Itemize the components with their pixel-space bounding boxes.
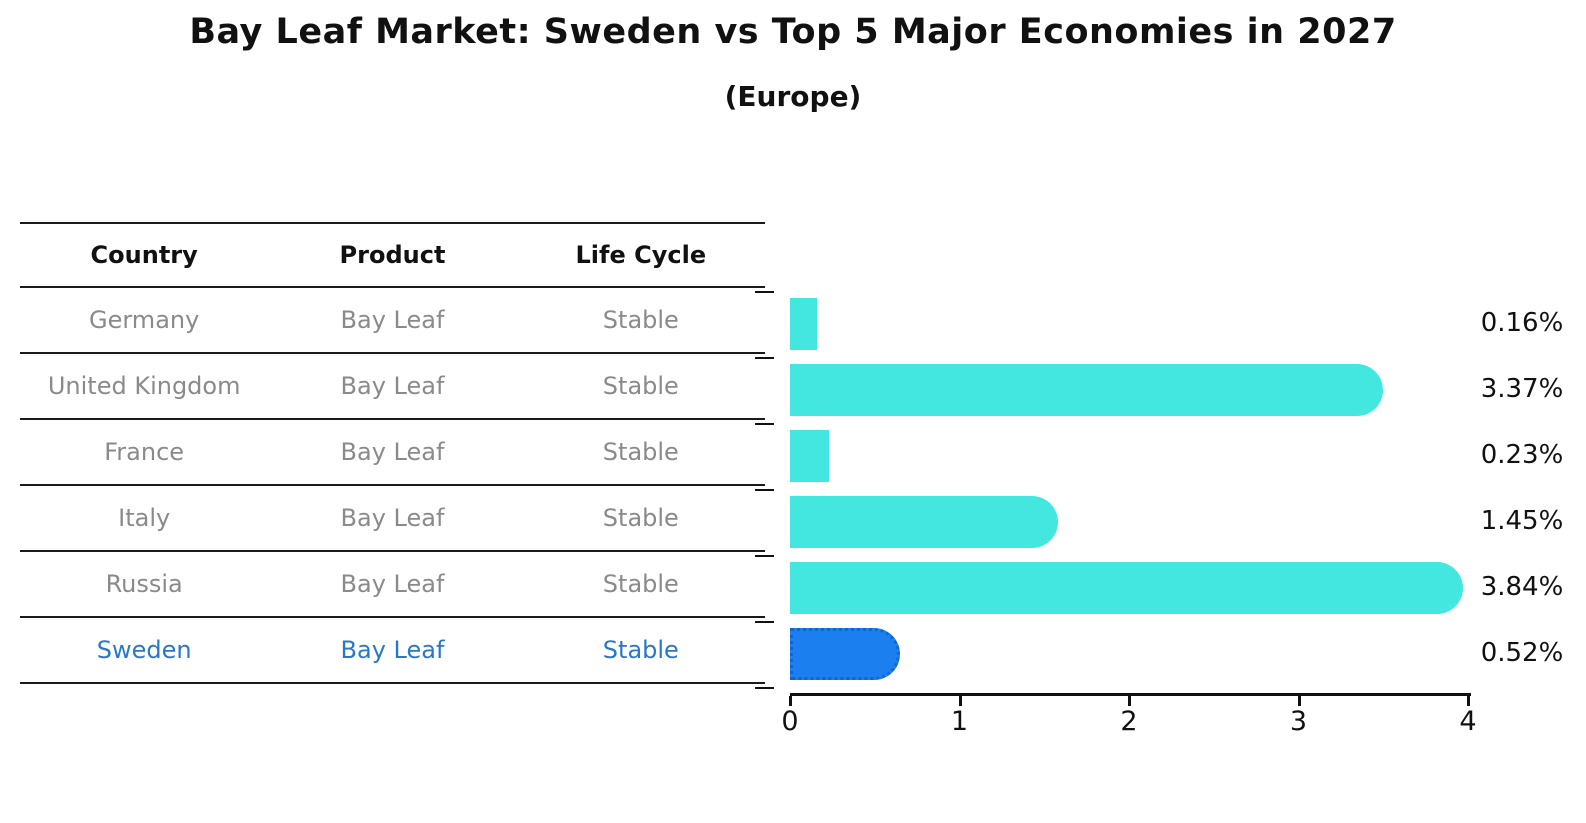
chart-title: Bay Leaf Market: Sweden vs Top 5 Major Economies in 2027 — [189, 12, 1397, 52]
y-axis-tick — [755, 687, 774, 689]
cell-lifecycle: Stable — [602, 570, 679, 598]
cell-product: Bay Leaf — [340, 372, 445, 400]
x-axis-tick-label: 2 — [1120, 706, 1138, 737]
table-row-united-kingdom — [20, 354, 765, 420]
x-axis-tick — [1298, 696, 1301, 706]
bar-sweden — [790, 628, 900, 680]
y-axis-tick — [755, 621, 774, 623]
cell-lifecycle: Stable — [602, 438, 679, 466]
x-axis-tick-label: 0 — [781, 706, 799, 737]
bar-value-italy: 1.45% — [1480, 506, 1564, 536]
cell-lifecycle: Stable — [602, 504, 679, 532]
cell-product: Bay Leaf — [340, 504, 445, 532]
x-axis-tick — [959, 696, 962, 706]
bar-value-germany: 0.16% — [1480, 308, 1564, 338]
x-axis-tick-label: 3 — [1289, 706, 1308, 737]
cell-product: Bay Leaf — [340, 306, 445, 334]
y-axis-tick — [755, 423, 774, 425]
cell-product: Bay Leaf — [340, 570, 445, 598]
cell-country: Germany — [89, 306, 200, 334]
cell-country: France — [104, 438, 185, 466]
table-row-russia — [20, 552, 765, 618]
bar-france — [790, 430, 829, 482]
bar-germany — [790, 298, 817, 350]
cell-product: Bay Leaf — [340, 438, 445, 466]
cell-country: Russia — [105, 570, 183, 598]
x-axis-tick — [1467, 696, 1470, 706]
header-lifecycle: Life Cycle — [575, 241, 707, 269]
table-body — [20, 288, 765, 684]
y-axis-tick — [755, 357, 774, 359]
cell-country: United Kingdom — [47, 372, 241, 400]
y-axis-tick — [755, 291, 774, 293]
header-country: Country — [90, 241, 198, 269]
cell-lifecycle: Stable — [602, 372, 679, 400]
x-axis-tick-label: 1 — [950, 706, 969, 737]
y-axis-tick — [755, 489, 774, 491]
x-axis-tick — [1128, 696, 1131, 706]
table-row-italy — [20, 486, 765, 552]
bar-italy — [790, 496, 1058, 548]
bar-russia — [790, 562, 1463, 614]
bar-value-united-kingdom: 3.37% — [1480, 374, 1564, 404]
country-table — [20, 222, 765, 684]
table-header-row — [20, 224, 765, 288]
chart-subtitle: (Europe) — [724, 80, 862, 113]
bar-value-france: 0.23% — [1480, 440, 1564, 470]
cell-product: Bay Leaf — [340, 636, 445, 664]
cell-country: Sweden — [96, 636, 192, 664]
bar-value-sweden: 0.52% — [1480, 638, 1564, 668]
table-row-france — [20, 420, 765, 486]
cell-lifecycle: Stable — [602, 636, 679, 664]
x-axis-tick — [789, 696, 792, 706]
table-row-sweden — [20, 618, 765, 684]
table-row-germany — [20, 288, 765, 354]
cell-lifecycle: Stable — [602, 306, 679, 334]
x-axis-tick-label: 4 — [1459, 706, 1477, 737]
bar-united-kingdom — [790, 364, 1383, 416]
header-product: Product — [339, 241, 446, 269]
cell-country: Italy — [118, 504, 171, 532]
y-axis-tick — [755, 555, 774, 557]
bar-value-russia: 3.84% — [1480, 572, 1564, 602]
